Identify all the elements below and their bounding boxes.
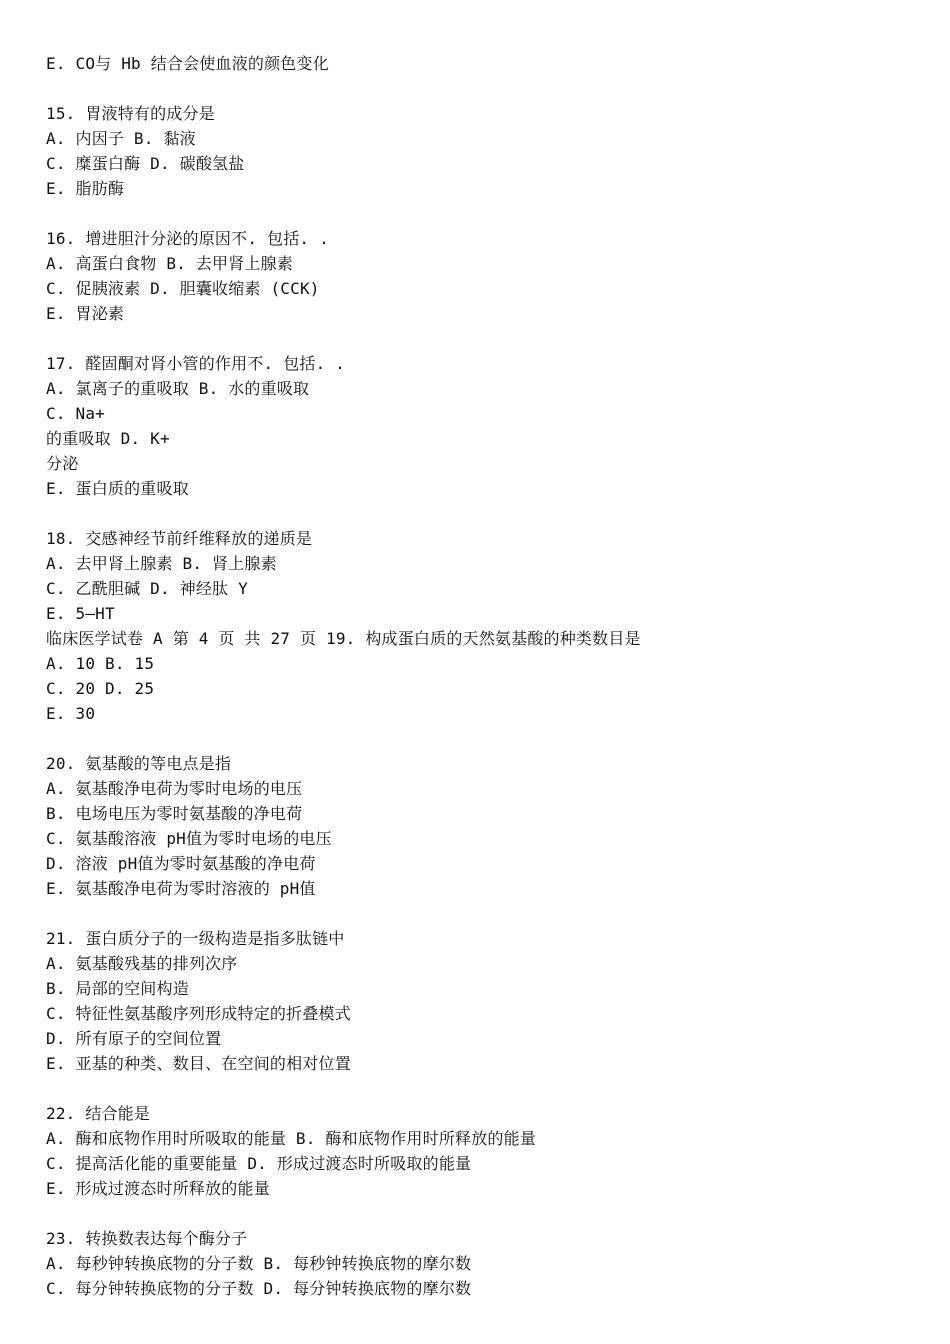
text-line: A. 氯离子的重吸取 B. 水的重吸取 xyxy=(46,379,310,398)
text-line: A. 每秒钟转换底物的分子数 B. 每秒钟转换底物的摩尔数 xyxy=(46,1254,472,1273)
question-22-stem: 22. 结合能是 xyxy=(46,1104,151,1123)
blank-line xyxy=(46,1076,926,1101)
text-line: A. 酶和底物作用时所吸取的能量 B. 酶和底物作用时所释放的能量 xyxy=(46,1129,537,1148)
text-line: E. 30 xyxy=(46,704,96,723)
question-23-stem: 23. 转换数表达每个酶分子 xyxy=(46,1229,248,1248)
text-line: E. 脂肪酶 xyxy=(46,179,125,198)
text-line: D. 所有原子的空间位置 xyxy=(46,1029,222,1048)
blank-line xyxy=(46,901,926,926)
text-line: E. 亚基的种类、数目、在空间的相对位置 xyxy=(46,1054,351,1073)
text-line: C. 氨基酸溶液 pH值为零时电场的电压 xyxy=(46,829,332,848)
question-15-stem: 15. 胃液特有的成分是 xyxy=(46,104,215,123)
document-page xyxy=(46,51,926,1301)
text-line: E. 氨基酸净电荷为零时溶液的 pH值 xyxy=(46,879,316,898)
text-line: A. 内因子 B. 黏液 xyxy=(46,129,196,148)
text-line: A. 10 B. 15 xyxy=(46,654,155,673)
text-line: B. 电场电压为零时氨基酸的净电荷 xyxy=(46,804,303,823)
text-line: A. 氨基酸净电荷为零时电场的电压 xyxy=(46,779,303,798)
text-line: D. 溶液 pH值为零时氨基酸的净电荷 xyxy=(46,854,316,873)
blank-line xyxy=(46,501,926,526)
blank-line xyxy=(46,201,926,226)
text-line: C. Na+ xyxy=(46,404,105,423)
text-line: B. 局部的空间构造 xyxy=(46,979,189,998)
blank-line xyxy=(46,326,926,351)
text-line: C. 糜蛋白酶 D. 碳酸氢盐 xyxy=(46,154,245,173)
text-line: C. 提高活化能的重要能量 D. 形成过渡态时所吸取的能量 xyxy=(46,1154,472,1173)
blank-line xyxy=(46,1201,926,1226)
text-line: E. 胃泌素 xyxy=(46,304,125,323)
text-line: C. 特征性氨基酸序列形成特定的折叠模式 xyxy=(46,1004,351,1023)
question-21-stem: 21. 蛋白质分子的一级构造是指多肽链中 xyxy=(46,929,345,948)
blank-line xyxy=(46,76,926,101)
text-line: C. 乙酰胆碱 D. 神经肽 Y xyxy=(46,579,248,598)
text-line: E. CO与 Hb 结合会使血液的颜色变化 xyxy=(46,54,329,73)
text-line: E. 蛋白质的重吸取 xyxy=(46,479,189,498)
text-line: 的重吸取 D. K+ xyxy=(46,429,170,448)
text-line: E. 形成过渡态时所释放的能量 xyxy=(46,1179,270,1198)
page-footer-and-question-19-stem: 临床医学试卷 A 第 4 页 共 27 页 19. 构成蛋白质的天然氨基酸的种类数目是 xyxy=(46,629,641,648)
text-line: 分泌 xyxy=(46,454,79,473)
text-line: A. 高蛋白食物 B. 去甲肾上腺素 xyxy=(46,254,294,273)
text-line: E. 5—HT xyxy=(46,604,115,623)
text-line: A. 氨基酸残基的排列次序 xyxy=(46,954,238,973)
question-18-stem: 18. 交感神经节前纤维释放的递质是 xyxy=(46,529,313,548)
question-17-stem: 17. 醛固酮对肾小管的作用不. 包括. . xyxy=(46,354,346,373)
text-line: C. 促胰液素 D. 胆囊收缩素 (CCK) xyxy=(46,279,320,298)
question-20-stem: 20. 氨基酸的等电点是指 xyxy=(46,754,232,773)
text-line: C. 每分钟转换底物的分子数 D. 每分钟转换底物的摩尔数 xyxy=(46,1279,472,1298)
text-line: A. 去甲肾上腺素 B. 肾上腺素 xyxy=(46,554,277,573)
question-16-stem: 16. 增进胆汁分泌的原因不. 包括. . xyxy=(46,229,329,248)
text-line: C. 20 D. 25 xyxy=(46,679,155,698)
blank-line xyxy=(46,726,926,751)
